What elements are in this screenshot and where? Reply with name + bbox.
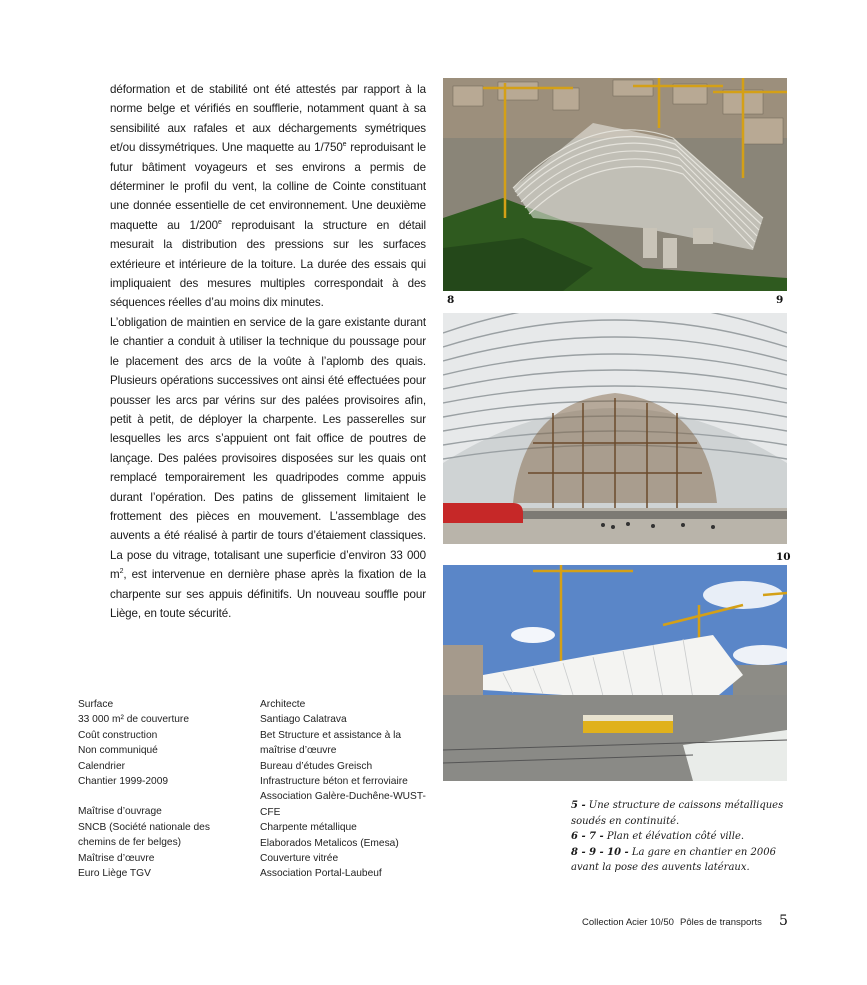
photo-number-10: 10 [776, 551, 791, 563]
photo-number-8: 8 [447, 294, 455, 306]
photo-canopy-sky [443, 565, 787, 781]
credit-label: Maîtrise d’ouvrage [78, 806, 162, 818]
credit-value: SNCB (Société nationale des chemins de fer belges) [78, 821, 210, 849]
page-number: 5 [779, 913, 788, 929]
photo-number-9: 9 [776, 294, 784, 306]
photo-captions [571, 798, 801, 876]
paragraph-1: déformation et de stabilité ont été attestés par rapport à la norme belge et vérifiés en soufflerie, notamment quant à sa sensibilité aux rafales et aux déchargements symétriques et/ou dissymétriques. Une maquette au 1/750e reproduisant le futur bâtiment voyageurs et ses environs a permis de déterminer le profil du vent, la colline de Cointe constituant une donnée essentielle de cet environnement. Une deuxième maquette au 1/200e reproduisant la structure en détail mesurait la distribution des pressions sur les surfaces extérieure et intérieure de la toiture. La durée des essais qui impliquaient des mesures multiples correspondait à des séquences réelles d’au moins dix minutes. [110, 83, 426, 310]
credits-right [260, 697, 440, 882]
credit-label: Calendrier [78, 760, 125, 772]
credit-label: Maîtrise d’œuvre [78, 852, 155, 864]
credit-value: Association Galère-Duchêne-WUST-CFE [260, 791, 426, 818]
credit-label: Charpente métallique [260, 822, 357, 834]
footer-section: Pôles de transports [680, 917, 762, 928]
credit-label: Infrastructure béton et ferroviaire [260, 776, 408, 788]
credit-value: Chantier 1999-2009 [78, 776, 169, 788]
credit-value: Elaborados Metalicos (Emesa) [260, 837, 399, 849]
footer-collection: Collection Acier 10/50 [582, 917, 674, 928]
caption-item: 8 - 9 - 10 - La gare en chantier en 2006 avant la pose des auvents latéraux. [571, 846, 776, 873]
credit-label: Surface [78, 699, 114, 710]
photo-interior-vault [443, 313, 787, 544]
body-text [110, 80, 426, 623]
credit-label: Architecte [260, 699, 306, 710]
credit-value: Euro Liège TGV [78, 868, 151, 880]
credit-value: Bureau d’études Greisch [260, 760, 373, 772]
credit-value: Association Portal-Laubeuf [260, 868, 382, 880]
credit-value: Non communiqué [78, 745, 158, 757]
credit-label: Coût construction [78, 729, 158, 741]
photo-aerial-station [443, 78, 787, 291]
credit-label: Bet Structure et assistance à la maîtrise d’œuvre [260, 729, 401, 757]
credit-value: 33 000 m² de couverture [78, 714, 189, 726]
caption-item: 6 - 7 - Plan et élévation côté ville. [571, 831, 745, 842]
credits-left [78, 697, 248, 881]
credit-value: Santiago Calatrava [260, 714, 347, 726]
paragraph-2: L’obligation de maintien en service de la gare existante durant le chantier a conduit à utiliser la technique du poussage pour le placement des arcs de la voûte à l’aplomb des quais. Plusieurs opérations successives ont ainsi été effectuées pour pousser les arcs par vérins sur des palées provisoires afin, petit à petit, de déployer la charpente. Les passerelles sur lesquelles les arcs s’appuient ont fait office de poutres de lançage. Des palées provisoires disposées sur les quais ont remplacé temporairement les quadripodes comme appuis durant l’opération. Des patins de glissement limitaient le frottement des pièces en mouvement. L’assemblage des auvents a été réalisé à partir de tours d’étaiement classiques. La pose du vitrage, totalisant une superficie d’environ 33 000 $m^2$, est intervenue en dernière phase après la fixation de la charpente sur ses appuis définitifs. Un nouveau souffle pour Liège, en toute sécurité. [110, 315, 426, 620]
caption-item: 5 - Une structure de caissons métalliques soudés en continuité. [571, 800, 784, 827]
credit-label: Couverture vitrée [260, 853, 339, 865]
